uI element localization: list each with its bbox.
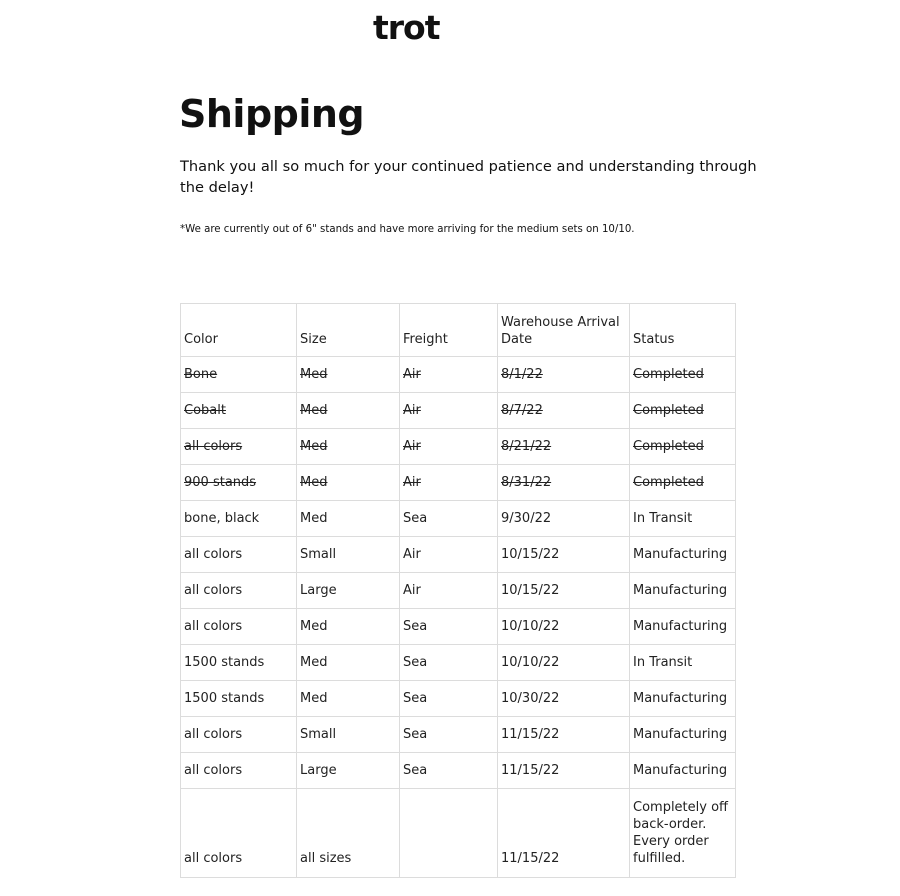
table-row — [181, 717, 736, 753]
cell-color: 900 stands — [181, 465, 297, 501]
table-row — [181, 501, 736, 537]
cell-color: all colors — [181, 609, 297, 645]
cell-freight: Sea — [400, 501, 498, 537]
cell-freight: Air — [400, 357, 498, 393]
table-body — [181, 357, 736, 878]
cell-size: Med — [297, 357, 400, 393]
page-title: Shipping — [179, 92, 365, 136]
cell-color: all colors — [181, 429, 297, 465]
table-row — [181, 465, 736, 501]
cell-size: Med — [297, 465, 400, 501]
column-header-arrival-date: Warehouse Arrival Date — [498, 304, 630, 357]
cell-status: Completed — [630, 357, 736, 393]
cell-status: Completely off back-order. Every order fulfilled. — [630, 789, 736, 878]
cell-color: all colors — [181, 753, 297, 789]
cell-arrival-date: 8/31/22 — [498, 465, 630, 501]
cell-arrival-date: 10/30/22 — [498, 681, 630, 717]
cell-arrival-date: 10/10/22 — [498, 645, 630, 681]
column-header-freight: Freight — [400, 304, 498, 357]
cell-status: In Transit — [630, 645, 736, 681]
cell-color: Bone — [181, 357, 297, 393]
cell-status: Manufacturing — [630, 537, 736, 573]
table-row — [181, 645, 736, 681]
column-header-color: Color — [181, 304, 297, 357]
cell-size: all sizes — [297, 789, 400, 878]
cell-arrival-date: 8/7/22 — [498, 393, 630, 429]
table-row — [181, 573, 736, 609]
cell-size: Med — [297, 429, 400, 465]
cell-arrival-date: 8/1/22 — [498, 357, 630, 393]
cell-freight: Air — [400, 465, 498, 501]
stock-note: *We are currently out of 6" stands and have more arriving for the medium sets on 10/10. — [180, 224, 635, 235]
cell-freight: Sea — [400, 645, 498, 681]
cell-size: Large — [297, 573, 400, 609]
cell-arrival-date: 8/21/22 — [498, 429, 630, 465]
cell-freight: Sea — [400, 717, 498, 753]
cell-freight: Air — [400, 429, 498, 465]
cell-size: Med — [297, 501, 400, 537]
table-row — [181, 429, 736, 465]
cell-status: Manufacturing — [630, 573, 736, 609]
cell-size: Med — [297, 609, 400, 645]
table-row — [181, 609, 736, 645]
cell-status: Completed — [630, 393, 736, 429]
cell-color: all colors — [181, 789, 297, 878]
column-header-status: Status — [630, 304, 736, 357]
cell-color: all colors — [181, 573, 297, 609]
cell-status: Manufacturing — [630, 717, 736, 753]
column-header-size: Size — [297, 304, 400, 357]
cell-size: Small — [297, 717, 400, 753]
cell-freight: Air — [400, 573, 498, 609]
table-row — [181, 789, 736, 878]
cell-size: Med — [297, 645, 400, 681]
cell-freight — [400, 789, 498, 878]
cell-arrival-date: 11/15/22 — [498, 753, 630, 789]
cell-status: Completed — [630, 429, 736, 465]
cell-color: 1500 stands — [181, 645, 297, 681]
table-row — [181, 393, 736, 429]
cell-arrival-date: 11/15/22 — [498, 717, 630, 753]
cell-status: Manufacturing — [630, 609, 736, 645]
table-header-row — [181, 304, 736, 357]
cell-arrival-date: 10/15/22 — [498, 573, 630, 609]
cell-color: all colors — [181, 717, 297, 753]
cell-arrival-date: 10/10/22 — [498, 609, 630, 645]
cell-freight: Sea — [400, 609, 498, 645]
cell-status: Manufacturing — [630, 681, 736, 717]
cell-arrival-date: 11/15/22 — [498, 789, 630, 878]
table-row — [181, 753, 736, 789]
cell-color: 1500 stands — [181, 681, 297, 717]
table-row — [181, 681, 736, 717]
cell-size: Small — [297, 537, 400, 573]
cell-color: bone, black — [181, 501, 297, 537]
trot-logo-link[interactable]: trot — [373, 8, 440, 47]
table-row — [181, 357, 736, 393]
table-row — [181, 537, 736, 573]
cell-status: Completed — [630, 465, 736, 501]
cell-arrival-date: 10/15/22 — [498, 537, 630, 573]
cell-arrival-date: 9/30/22 — [498, 501, 630, 537]
intro-text: Thank you all so much for your continued patience and understanding through the delay! — [180, 158, 757, 196]
cell-size: Large — [297, 753, 400, 789]
cell-color: all colors — [181, 537, 297, 573]
cell-size: Med — [297, 681, 400, 717]
cell-freight: Sea — [400, 753, 498, 789]
cell-freight: Air — [400, 537, 498, 573]
cell-status: In Transit — [630, 501, 736, 537]
cell-size: Med — [297, 393, 400, 429]
cell-freight: Air — [400, 393, 498, 429]
cell-status: Manufacturing — [630, 753, 736, 789]
cell-freight: Sea — [400, 681, 498, 717]
shipping-table — [180, 303, 736, 878]
cell-color: Cobalt — [181, 393, 297, 429]
